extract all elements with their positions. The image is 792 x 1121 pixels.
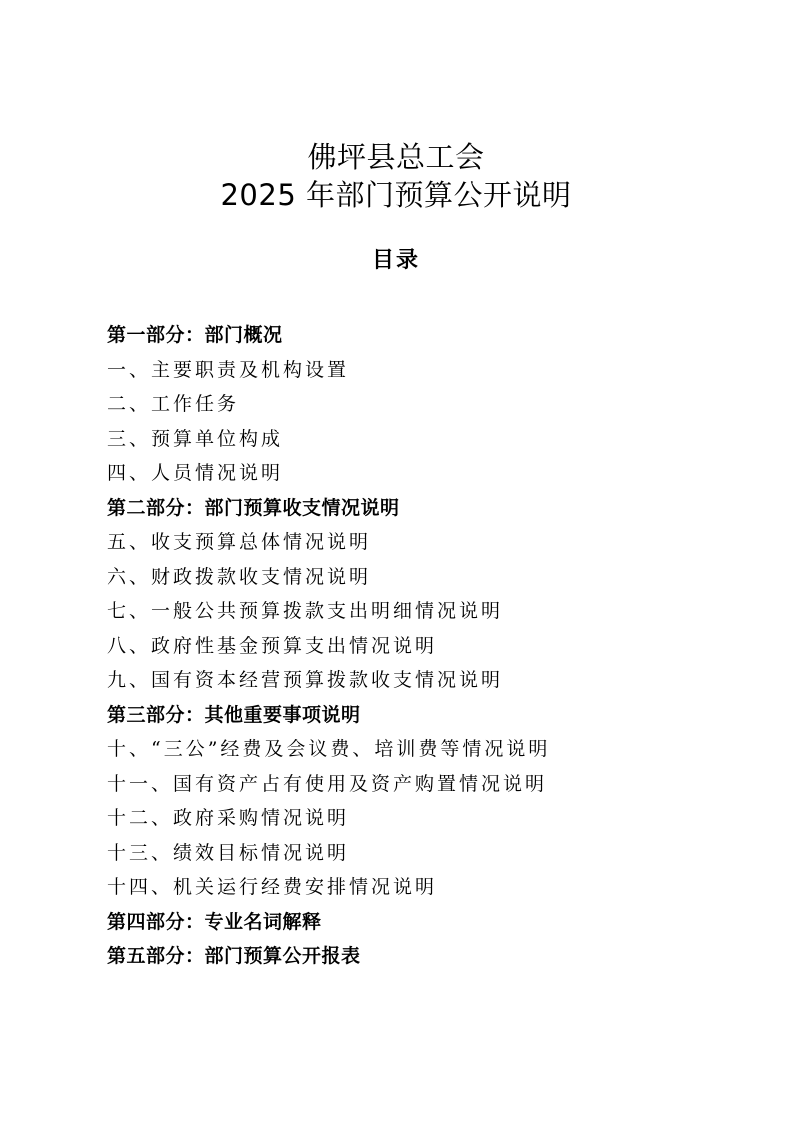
toc-section-11: 十一、国有资产占有使用及资产购置情况说明	[107, 772, 548, 795]
toc-section-7: 七、一般公共预算拨款支出明细情况说明	[107, 600, 504, 622]
toc-section-5: 五、收支预算总体情况说明	[107, 531, 372, 553]
toc-section-14: 十四、机关运行经费安排情况说明	[107, 876, 438, 898]
table-of-contents	[107, 318, 727, 974]
title-report-name: 2025 年部门预算公开说明	[220, 178, 572, 212]
toc-part-4: 第四部分：专业名词解释	[107, 910, 322, 933]
toc-section-13: 十三、绩效目标情况说明	[107, 841, 350, 864]
toc-part-1: 第一部分：部门概况	[107, 324, 283, 346]
toc-section-4: 四、人员情况说明	[107, 462, 284, 484]
toc-section-2: 二、工作任务	[107, 393, 240, 415]
toc-section-6: 六、财政拨款收支情况说明	[107, 565, 372, 588]
toc-section-8: 八、政府性基金预算支出情况说明	[107, 634, 438, 657]
toc-part-2: 第二部分：部门预算收支情况说明	[107, 496, 400, 519]
toc-heading: 目录	[371, 248, 420, 273]
toc-section-1: 一、主要职责及机构设置	[107, 358, 350, 381]
toc-section-9: 九、国有资本经营预算拨款收支情况说明	[107, 669, 504, 691]
toc-part-3: 第三部分：其他重要事项说明	[107, 703, 361, 726]
toc-part-5: 第五部分：部门预算公开报表	[107, 945, 361, 967]
title-org-name: 佛坪县总工会	[307, 140, 485, 174]
document-title	[0, 138, 792, 214]
toc-section-3: 三、预算单位构成	[107, 427, 284, 450]
toc-section-10: 十、“三公”经费及会议费、培训费等情况说明	[107, 738, 551, 760]
toc-section-12: 十二、政府采购情况说明	[107, 807, 350, 829]
